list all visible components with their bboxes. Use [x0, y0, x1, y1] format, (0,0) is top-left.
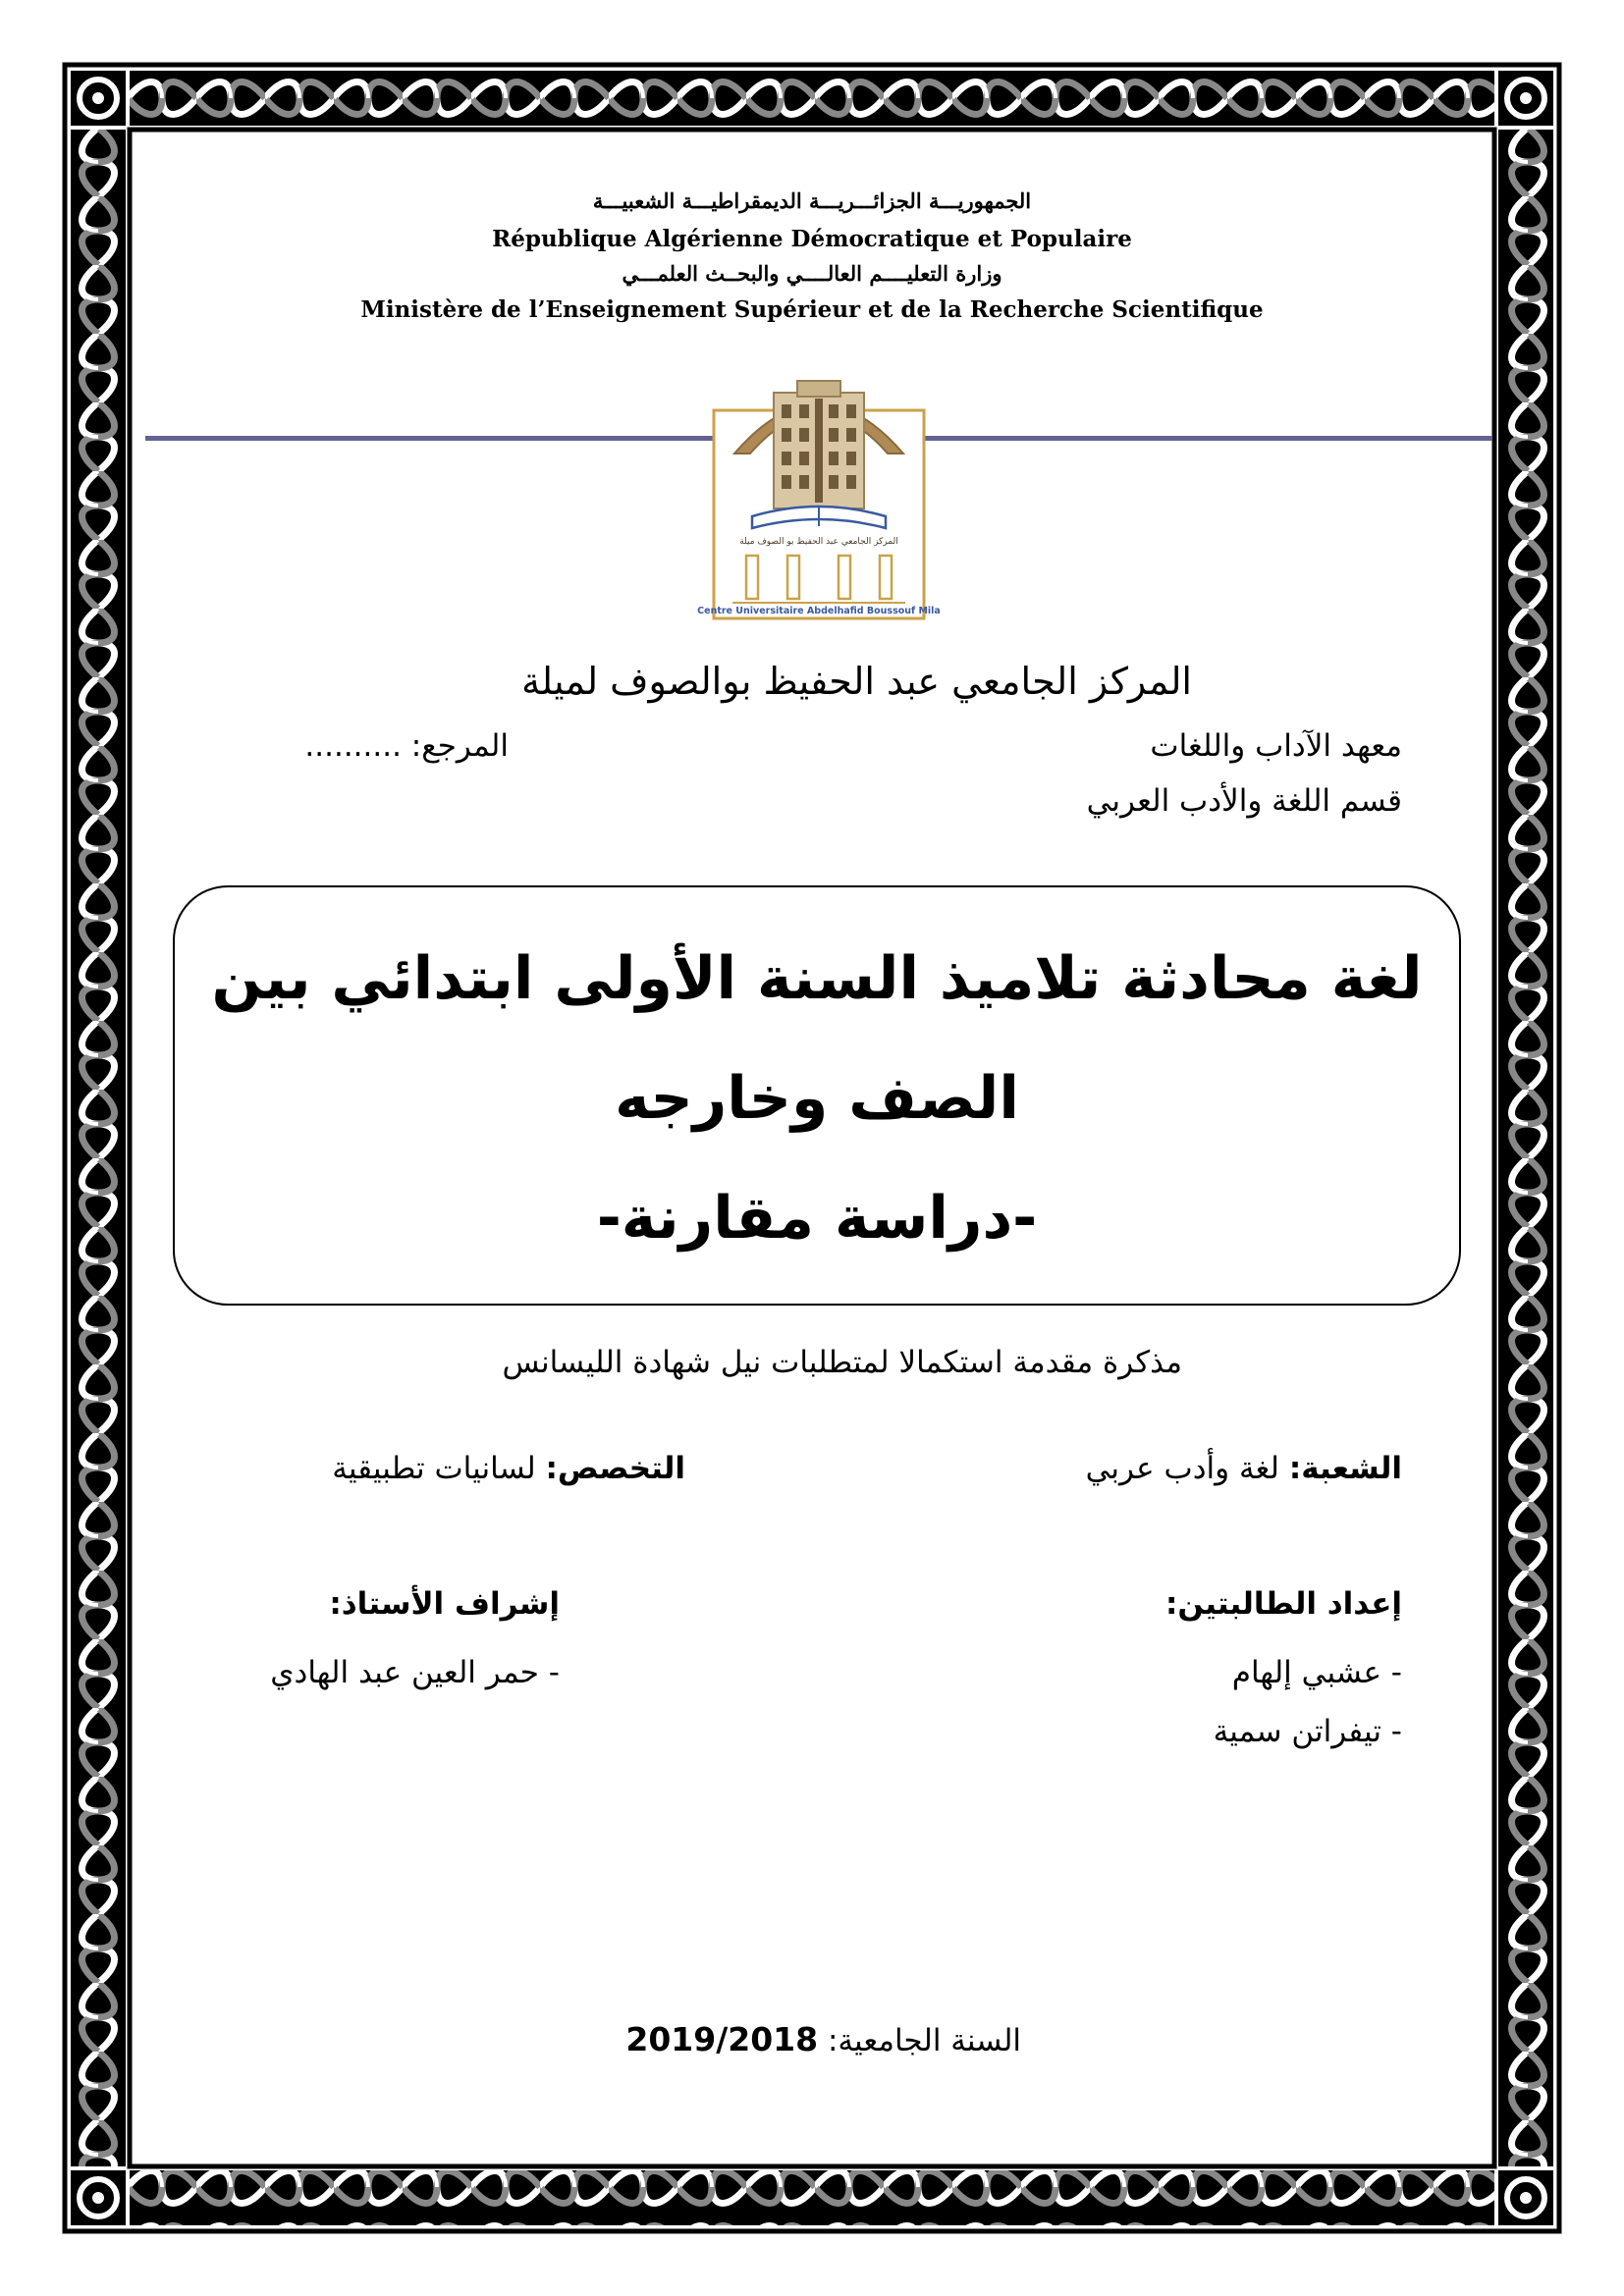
- branch-field: [1086, 1451, 1402, 1486]
- reference-field: المرجع: ..........: [304, 728, 509, 764]
- specialty-label: التخصص:: [545, 1451, 685, 1486]
- institution-name: المركز الجامعي عبد الحفيظ بوالصوف لميلة: [521, 660, 1192, 703]
- corner-ornament-icon: [1498, 71, 1553, 126]
- supervisor-name: - حمر العين عبد الهادي: [270, 1655, 560, 1690]
- university-logo: [697, 359, 941, 620]
- thesis-note: مذكرة مقدمة استكمالا لمتطلبات نيل شهادة الليسانس: [502, 1345, 1182, 1380]
- header-rule-left: [145, 436, 713, 441]
- students-label: إعداد الطالبتين:: [1164, 1586, 1402, 1622]
- supervisor-label: إشراف الأستاذ:: [329, 1586, 560, 1622]
- student-name: - تيفراتن سمية: [1213, 1714, 1402, 1749]
- republic-name-arabic: الجمهوريـــة الجزائـــريـــة الديمقراطيـــة الشعبيـــة: [592, 188, 1032, 213]
- ministry-name-arabic: وزارة التعليــــم العالــــي والبحــث العلمـــي: [622, 261, 1002, 286]
- branch-label: الشعبة:: [1288, 1451, 1402, 1486]
- logo-caption: Centre Universitaire Abdelhafid Boussouf Mila: [697, 606, 941, 616]
- ministry-name-french: Ministère de l’Enseignement Supérieur et de la Recherche Scientifique: [360, 296, 1264, 323]
- student-name: - عشبي إلهام: [1231, 1655, 1402, 1690]
- corner-ornament-icon: [71, 71, 126, 126]
- institute-name: معهد الآداب واللغات: [1150, 728, 1402, 764]
- logo-arabic-caption: المركز الجامعي عبد الحفيظ بو الصوف ميلة: [739, 537, 898, 547]
- academic-year-value: 2019/2018: [625, 2020, 819, 2058]
- specialty-value: لسانيات تطبيقية: [332, 1451, 546, 1486]
- academic-year: [625, 2020, 1021, 2058]
- corner-ornament-icon: [1498, 2170, 1553, 2225]
- thesis-subtitle: -دراسة مقارنة-: [596, 1184, 1038, 1253]
- specialty-field: [332, 1451, 685, 1486]
- thesis-title-line-2: الصف وخارجه: [615, 1064, 1019, 1133]
- thesis-title-line-1: لغة محادثة تلاميذ السنة الأولى ابتدائي بين: [211, 944, 1423, 1013]
- republic-name-french: République Algérienne Démocratique et Populaire: [492, 226, 1132, 252]
- corner-ornament-icon: [71, 2170, 126, 2225]
- department-name: قسم اللغة والأدب العربي: [1086, 783, 1402, 819]
- header-rule-right: [925, 436, 1492, 441]
- branch-value: لغة وأدب عربي: [1085, 1451, 1289, 1486]
- academic-year-label: السنة الجامعية:: [818, 2023, 1021, 2058]
